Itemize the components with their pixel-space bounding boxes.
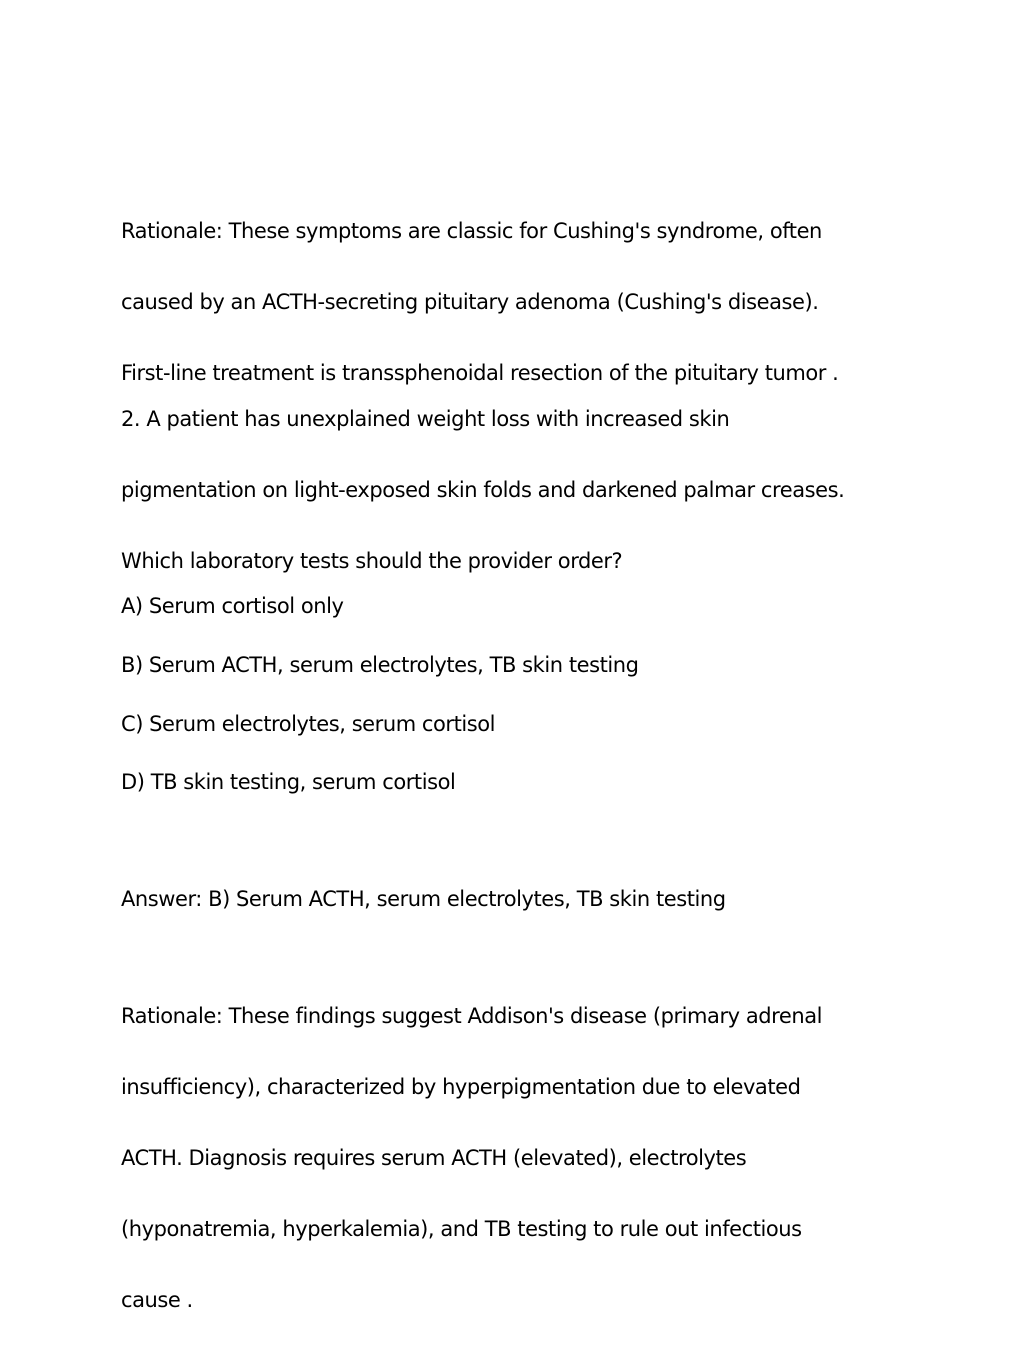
answer-2-paragraph bbox=[121, 846, 911, 953]
option-a-text: A) Serum cortisol only bbox=[121, 593, 344, 618]
rationale-1-line: caused by an ACTH-secreting pituitary adenoma (Cushing's disease). bbox=[121, 289, 819, 314]
rationale-1-line: First-line treatment is transsphenoidal resection of the pituitary tumor . bbox=[121, 360, 839, 385]
rationale-2-line: insufficiency), characterized by hyperpigmentation due to elevated bbox=[121, 1074, 801, 1099]
question-2-line: 2. A patient has unexplained weight loss with increased skin bbox=[121, 406, 730, 431]
question-2-line: pigmentation on light-exposed skin folds and darkened palmar creases. bbox=[121, 477, 845, 502]
rationale-2-line: (hyponatremia, hyperkalemia), and TB testing to rule out infectious bbox=[121, 1216, 802, 1241]
option-b-text: B) Serum ACTH, serum electrolytes, TB skin testing bbox=[121, 652, 639, 677]
option-d bbox=[121, 729, 911, 836]
rationale-2-line: ACTH. Diagnosis requires serum ACTH (elevated), electrolytes bbox=[121, 1145, 747, 1170]
rationale-2-line: Rationale: These findings suggest Addison's disease (primary adrenal bbox=[121, 1003, 822, 1028]
question-2-line: Which laboratory tests should the provider order? bbox=[121, 548, 623, 573]
rationale-1-line: Rationale: These symptoms are classic for Cushing's syndrome, often bbox=[121, 218, 822, 243]
option-c-text: C) Serum electrolytes, serum cortisol bbox=[121, 711, 496, 736]
option-d-text: D) TB skin testing, serum cortisol bbox=[121, 769, 456, 794]
rationale-2-line: cause . bbox=[121, 1287, 193, 1312]
answer-2-text: Answer: B) Serum ACTH, serum electrolytes, TB skin testing bbox=[121, 886, 726, 911]
rationale-paragraph-2 bbox=[121, 963, 911, 1354]
